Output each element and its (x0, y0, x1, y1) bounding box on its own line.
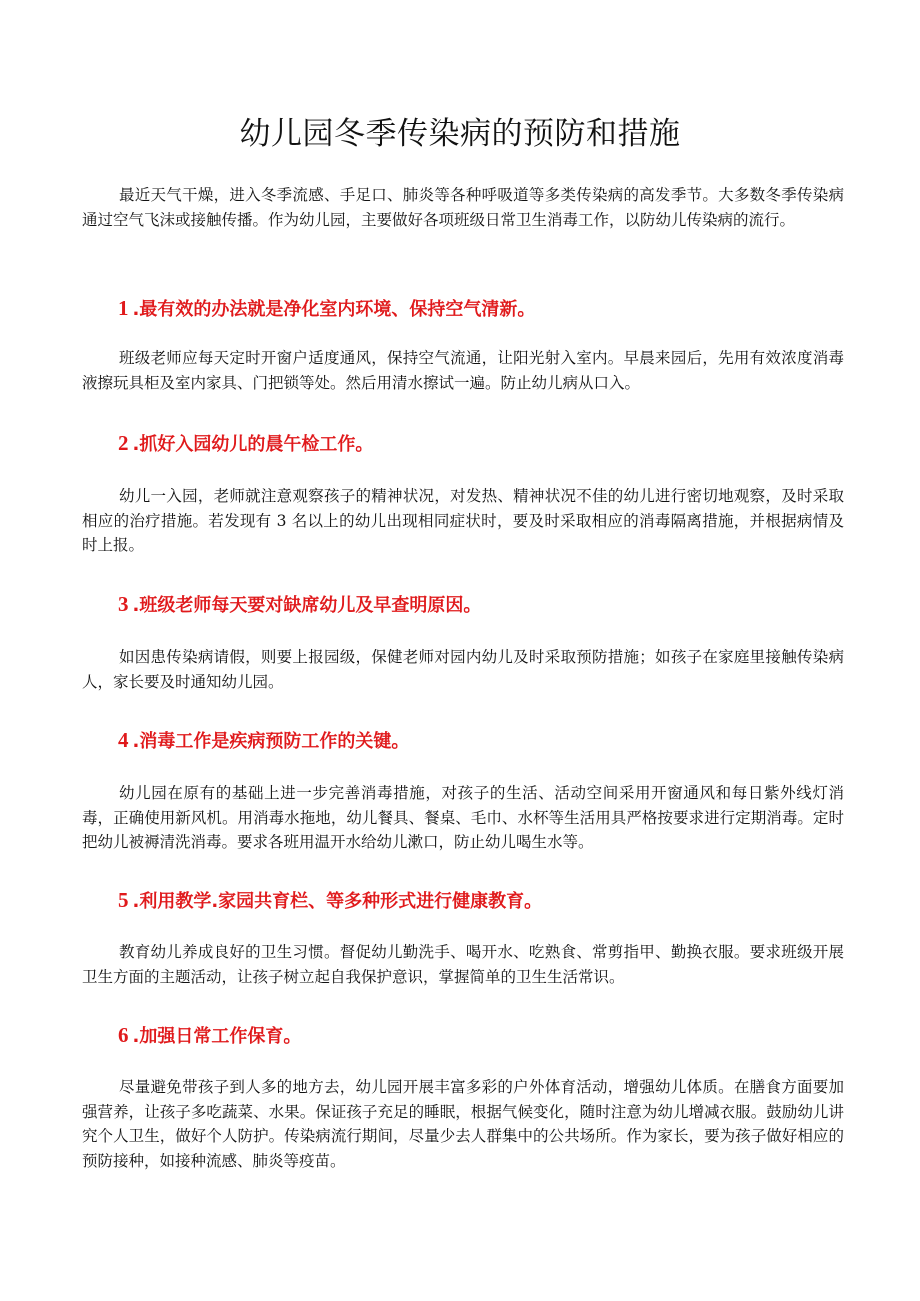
section-body-6: 尽量避免带孩子到人多的地方去，幼儿园开展丰富多彩的户外体育活动，增强幼儿体质。在膳食方面要加强营养，让孩子多吃蔬菜、水果。保证孩子充足的睡眠，根据气候变化，随时注意为幼儿增减衣服。鼓励幼儿讲究个人卫生，做好个人防护。传染病流行期间，尽量少去人群集中的公共场所。作为家长，要为孩子做好相应的预防接种，如接种流感、肺炎等疫苗。 (82, 1078, 844, 1170)
section-heading-2 (118, 429, 838, 459)
section-number: 6 (118, 1023, 129, 1047)
section-number: 3 (118, 592, 129, 616)
document-title: 幼儿园冬季传染病的预防和措施 (239, 116, 681, 152)
section-heading-text: .最有效的办法就是净化室内环境、保持空气清新。 (132, 299, 536, 320)
section-heading-6 (118, 1021, 838, 1051)
section-heading-text: .利用教学.家园共育栏、等多种形式进行健康教育。 (132, 891, 543, 912)
section-heading-text: .班级老师每天要对缺席幼儿及早查明原因。 (132, 595, 482, 616)
section-body-4: 幼儿园在原有的基础上进一步完善消毒措施，对孩子的生活、活动空间采用开窗通风和每日紫外线灯消毒，正确使用新风机。用消毒水拖地，幼儿餐具、餐桌、毛巾、水杯等生活用具严格按要求进行定期消毒。定时把幼儿被褥清洗消毒。要求各班用温开水给幼儿漱口，防止幼儿喝生水等。 (82, 784, 844, 851)
intro-paragraph: 最近天气干燥，进入冬季流感、手足口、肺炎等各种呼吸道等多类传染病的高发季节。大多数冬季传染病通过空气飞沫或接触传播。作为幼儿园，主要做好各项班级日常卫生消毒工作，以防幼儿传染病的流行。 (82, 186, 844, 229)
section-body-3: 如因患传染病请假，则要上报园级，保健老师对园内幼儿及时采取预防措施；如孩子在家庭里接触传染病人，家长要及时通知幼儿园。 (82, 648, 844, 691)
section-heading-3 (118, 590, 838, 620)
section-heading-4 (118, 726, 838, 756)
section-number: 4 (118, 728, 129, 752)
section-number: 5 (118, 888, 129, 912)
section-number: 1 (118, 296, 129, 320)
section-heading-text: .抓好入园幼儿的晨午检工作。 (132, 434, 374, 455)
section-heading-text: .消毒工作是疾病预防工作的关键。 (132, 731, 410, 752)
section-number: 2 (118, 431, 129, 455)
section-heading-text: .加强日常工作保育。 (132, 1026, 302, 1047)
section-body-2: 幼儿一入园，老师就注意观察孩子的精神状况，对发热、精神状况不佳的幼儿进行密切地观察，及时采取相应的治疗措施。若发现有 3 名以上的幼儿出现相同症状时，要及时采取相应的消毒隔离措施，并根据病情及时上报。 (82, 487, 844, 554)
section-heading-1 (118, 294, 838, 324)
section-body-1: 班级老师应每天定时开窗户适度通风，保持空气流通，让阳光射入室内。早晨来园后，先用有效浓度消毒液擦玩具柜及室内家具、门把锁等处。然后用清水擦试一遍。防止幼儿病从口入。 (82, 349, 844, 392)
section-body-5: 教育幼儿养成良好的卫生习惯。督促幼儿勤洗手、喝开水、吃熟食、常剪指甲、勤换衣服。要求班级开展卫生方面的主题活动，让孩子树立起自我保护意识，掌握简单的卫生生活常识。 (82, 943, 844, 986)
section-heading-5 (118, 886, 838, 916)
